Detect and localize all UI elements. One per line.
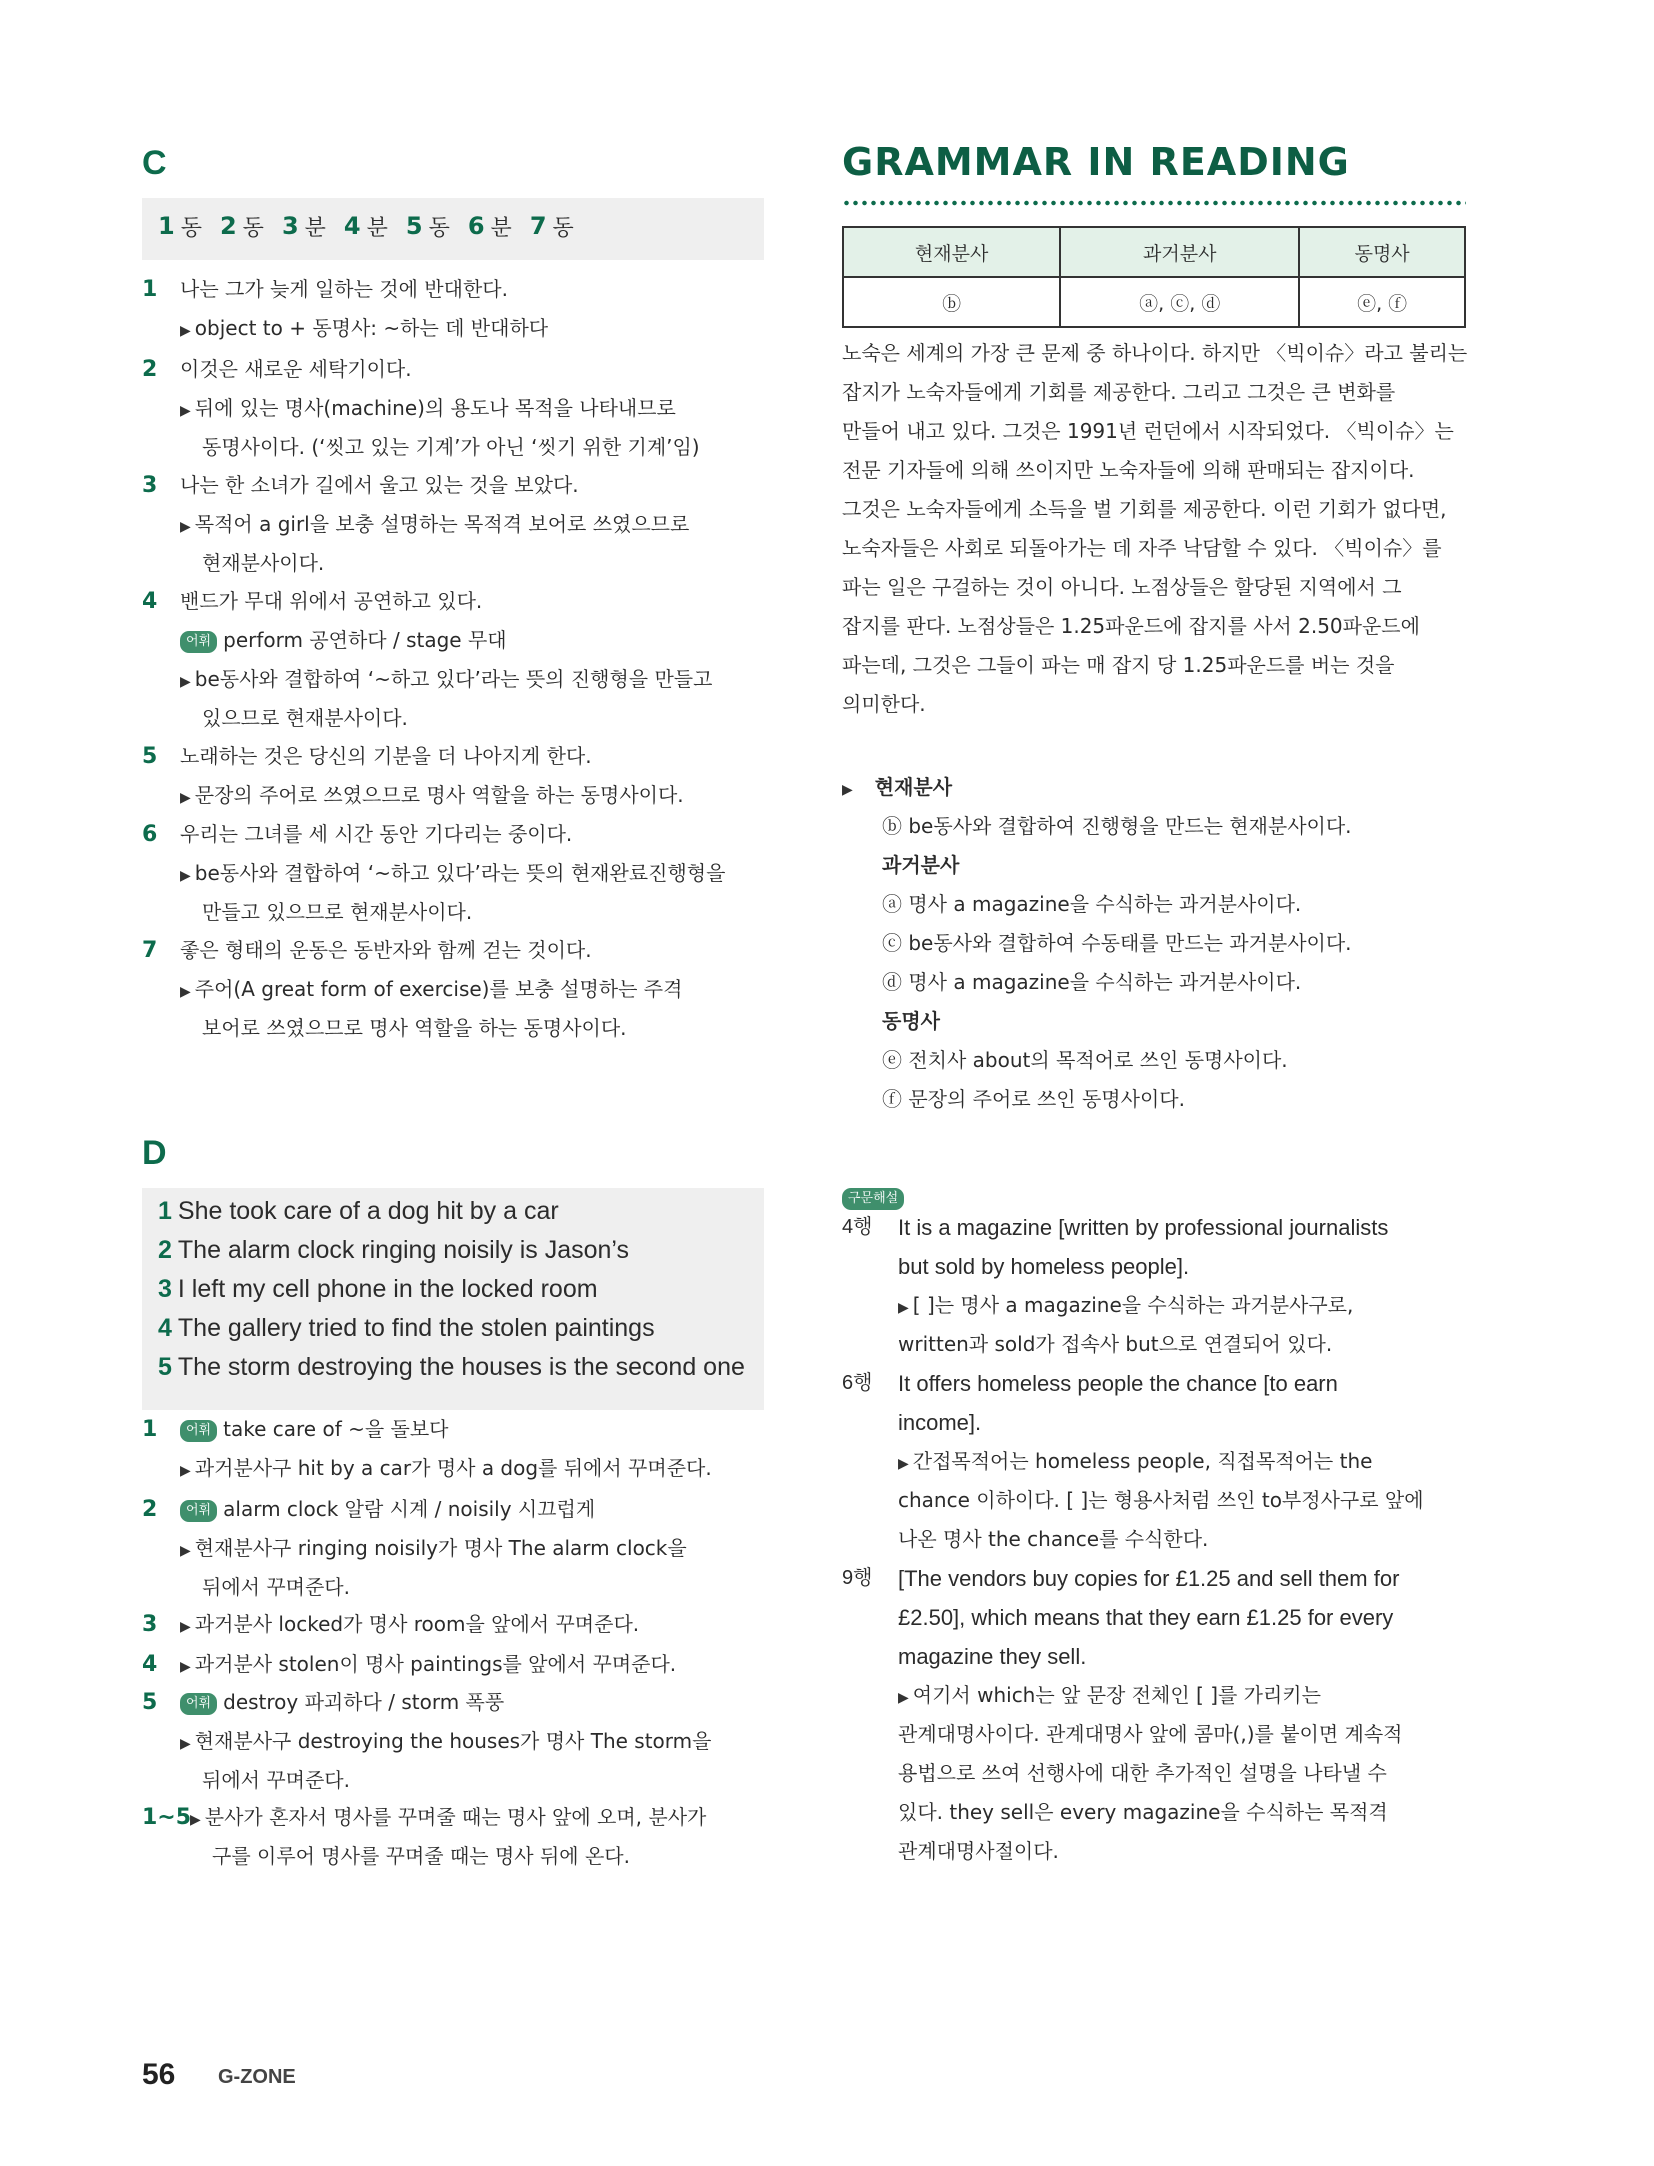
item-line: ▶ 주어(A great form of exercise)를 보충 설명하는 주격 [180,977,683,1001]
item-line: 만들고 있으므로 현재분사이다. [202,900,473,924]
item-number: 2 [142,1497,158,1522]
answer-number: 1 [158,1197,172,1225]
key-number: 5 [405,212,423,240]
table-cell: ⓔ, ⓕ [1299,277,1465,327]
item-line: 있으므로 현재분사이다. [202,706,408,730]
line-ref: 6행 [842,1372,873,1394]
item-line: ▶ be동사와 결합하여 ‘~하고 있다’라는 뜻의 진행형을 만들고 [180,667,713,691]
item-line: ▶ 과거분사 locked가 명사 room을 앞에서 꾸며준다. [180,1612,640,1636]
syntax-note: ▶ [ ]는 명사 a magazine을 수식하는 과거분사구로, [898,1293,1354,1317]
translation-line: 잡지가 노숙자들에게 기회를 제공한다. 그리고 그것은 큰 변화를 [842,380,1396,404]
translation-line: 의미한다. [842,692,926,716]
item-line: ▶ 문장의 주어로 쓰였으므로 명사 역할을 하는 동명사이다. [180,783,684,807]
triangle-icon: ▶ [180,1659,191,1675]
line-ref: 9행 [842,1567,873,1589]
item-line: 어휘 destroy 파괴하다 / storm 폭풍 [180,1683,780,1722]
answer-key-box [142,198,764,260]
key-answer: 동 [180,215,202,241]
triangle-icon: ▶ [898,1690,909,1706]
translation-line: 전문 기자들에 의해 쓰이지만 노숙자들에 의해 판매되는 잡지이다. [842,458,1415,482]
translation-line: 만들어 내고 있다. 그것은 1991년 런던에서 시작되었다. 〈빅이슈〉는 [842,419,1454,443]
item-number: 7 [142,938,158,963]
note-label: ▶ 현재분사 [842,775,953,799]
vocab-tag: 어휘 [180,1693,217,1715]
answer-number: 4 [158,1314,172,1342]
translation-line: 노숙자들은 사회로 되돌아가는 데 자주 낙담할 수 있다. 〈빅이슈〉를 [842,536,1442,560]
item-line: 어휘 perform 공연하다 / stage 무대 [180,621,780,660]
vocab-tag: 어휘 [180,1500,217,1522]
note-label: 동명사 [882,1009,940,1033]
translation-line: 노숙은 세계의 가장 큰 문제 중 하나이다. 하지만 〈빅이슈〉라고 불리는 [842,341,1468,365]
key-answer: 분 [490,215,512,241]
key-number: 3 [281,212,299,240]
syntax-sentence: magazine they sell. [898,1644,1087,1669]
translation-line: 그것은 노숙자들에게 소득을 벌 기회를 제공한다. 이런 기회가 없다면, [842,497,1447,521]
grammar-notes [842,768,1472,1119]
item-body [180,1490,780,1607]
syntax-note: 관계대명사이다. 관계대명사 앞에 콤마(,)를 붙이면 계속적 [898,1722,1403,1746]
syntax-sentence: income]. [898,1410,982,1435]
syntax-note: 관계대명사절이다. [898,1839,1059,1863]
note-label: 과거분사 [882,853,960,877]
item-number: 1 [142,277,158,302]
key-number: 7 [529,212,547,240]
item-line: 나는 그가 늦게 일하는 것에 반대한다. [180,277,508,301]
answer-number: 2 [158,1236,172,1264]
item-number: 3 [142,1612,158,1637]
item-line: 뒤에서 꾸며준다. [202,1768,350,1792]
item-body [180,931,780,1048]
syntax-note: 나온 명사 the chance를 수식한다. [898,1527,1209,1551]
answer-sentence [142,1192,764,1231]
key-number: 1 [158,212,175,240]
line-ref: 4행 [842,1216,873,1238]
item-body [180,1605,780,1644]
item-body [180,1410,780,1488]
note-line: ⓔ 전치사 about의 목적어로 쓰인 동명사이다. [882,1048,1288,1072]
item-line: 노래하는 것은 당신의 기분을 더 나아지게 한다. [180,744,592,768]
item-body [180,350,780,467]
table-cell: ⓑ [843,277,1060,327]
answer-text: The storm destroying the houses is the second one [177,1353,745,1381]
item-line: 좋은 형태의 운동은 동반자와 함께 걷는 것이다. [180,938,592,962]
key-number: 4 [343,212,361,240]
syntax-tag-row [842,1178,1472,1208]
syntax-note: chance 이하이다. [ ]는 형용사처럼 쓰인 to부정사구로 앞에 [898,1488,1424,1512]
item-line: ▶ 목적어 a girl을 보충 설명하는 목적격 보어로 쓰였으므로 [180,512,690,536]
table-header: 현재분사 [843,227,1060,277]
item-body [190,1798,790,1876]
item-number: 3 [142,473,158,498]
item-line: ▶ be동사와 결합하여 ‘~하고 있다’라는 뜻의 현재완료진행형을 [180,861,726,885]
item-number: 1 [142,1417,158,1442]
item-line: 우리는 그녀를 세 시간 동안 기다리는 중이다. [180,822,573,846]
item-line: ▶ 과거분사 stolen이 명사 paintings를 앞에서 꾸며준다. [180,1652,677,1676]
note-line: ⓑ be동사와 결합하여 진행형을 만드는 현재분사이다. [882,814,1352,838]
triangle-icon: ▶ [180,674,191,690]
syntax-note: written과 sold가 접속사 but으로 연결되어 있다. [898,1332,1333,1356]
table-header: 동명사 [1299,227,1465,277]
triangle-icon: ▶ [180,868,191,884]
item-body [180,270,780,348]
note-line: ⓐ 명사 a magazine을 수식하는 과거분사이다. [882,892,1302,916]
translation-line: 파는데, 그것은 그들이 파는 매 잡지 당 1.25파운드를 버는 것을 [842,653,1395,677]
item-number: 4 [142,589,158,614]
answer-sentence-box [142,1188,764,1410]
note-line: ⓓ 명사 a magazine을 수식하는 과거분사이다. [882,970,1302,994]
note-line: ⓕ 문장의 주어로 쓰인 동명사이다. [882,1087,1185,1111]
answer-number: 3 [158,1275,172,1303]
vocab-tag: 어휘 [180,631,217,653]
answer-sentence [142,1309,764,1348]
item-body [180,1645,780,1684]
translation-paragraph [842,334,1472,724]
triangle-icon: ▶ [180,403,191,419]
syntax-note: 용법으로 쓰여 선행사에 대한 추가적인 설명을 나타낼 수 [898,1761,1387,1785]
item-line: 뒤에서 꾸며준다. [202,1575,350,1599]
syntax-sentence: but sold by homeless people]. [898,1254,1190,1279]
key-answer: 동 [552,215,574,241]
item-line: 이것은 새로운 세탁기이다. [180,357,412,381]
item-body [180,737,780,815]
item-line: 보어로 쓰였으므로 명사 역할을 하는 동명사이다. [202,1016,627,1040]
item-line: ▶ 현재분사구 ringing noisily가 명사 The alarm clock을 [180,1536,687,1560]
syntax-note: ▶ 여기서 which는 앞 문장 전체인 [ ]를 가리키는 [898,1683,1321,1707]
syntax-notes [842,1178,1472,1871]
key-answer: 분 [366,215,388,241]
triangle-icon: ▶ [180,323,191,339]
item-body [180,582,780,738]
item-number: 5 [142,744,158,769]
key-number: 6 [467,212,485,240]
triangle-icon: ▶ [180,1736,191,1752]
syntax-sentence: 9행 [The vendors buy copies for £1.25 and sell them for [842,1559,1472,1598]
item-line: 현재분사이다. [202,551,325,575]
triangle-icon: ▶ [898,1300,909,1316]
answer-number: 5 [158,1353,172,1381]
table-cell: ⓐ, ⓒ, ⓓ [1060,277,1299,327]
syntax-sentence: £2.50], which means that they earn £1.25 for every [898,1605,1394,1630]
triangle-icon: ▶ [180,519,191,535]
item-line: 동명사이다. (‘씻고 있는 기계’가 아닌 ‘씻기 위한 기계’임) [202,435,700,459]
section-c-header: C [142,144,167,182]
answer-text: She took care of a dog hit by a car [177,1197,559,1225]
item-line: ▶ 분사가 혼자서 명사를 꾸며줄 때는 명사 앞에 오며, 분사가 [190,1805,707,1829]
item-line: ▶ 현재분사구 destroying the houses가 명사 The storm을 [180,1729,712,1753]
page-number: 56 [142,2058,176,2091]
item-line: 구를 이루어 명사를 꾸며줄 때는 명사 뒤에 온다. [212,1844,630,1868]
key-answer: 동 [428,215,450,241]
item-body [180,466,780,583]
triangle-icon: ▶ [180,984,191,1000]
section-d-header: D [142,1134,167,1172]
item-body [180,815,780,932]
item-number: 5 [142,1690,158,1715]
translation-line: 파는 일은 구걸하는 것이 아니다. 노점상들은 할당된 지역에서 그 [842,575,1402,599]
item-number: 2 [142,357,158,382]
item-line: 어휘 alarm clock 알람 시계 / noisily 시끄럽게 [180,1490,780,1529]
triangle-icon: ▶ [180,1619,191,1635]
vocab-tag: 어휘 [180,1420,217,1442]
triangle-icon: ▶ [898,1456,909,1472]
syntax-note: ▶ 간접목적어는 homeless people, 직접목적어는 the [898,1449,1373,1473]
item-number: 1~5 [142,1805,192,1830]
book-name: G-ZONE [218,2066,296,2088]
syntax-tag: 구문해설 [842,1188,904,1210]
item-line: 밴드가 무대 위에서 공연하고 있다. [180,589,483,613]
triangle-icon: ▶ [180,1463,191,1479]
key-answer: 동 [242,215,264,241]
key-answer: 분 [304,215,326,241]
item-line: ▶ 과거분사구 hit by a car가 명사 a dog를 뒤에서 꾸며준다. [180,1456,712,1480]
triangle-icon: ▶ [190,1812,201,1828]
syntax-sentence: 6행 It offers homeless people the chance [to earn [842,1364,1472,1403]
answer-key [142,198,764,254]
item-number: 4 [142,1652,158,1677]
grammar-table [842,226,1466,328]
item-line: 나는 한 소녀가 길에서 울고 있는 것을 보았다. [180,473,579,497]
triangle-icon: ▶ [180,790,191,806]
triangle-icon: ▶ [180,1543,191,1559]
answer-sentence [142,1270,764,1309]
syntax-note: 있다. they sell은 every magazine을 수식하는 목적격 [898,1800,1388,1824]
key-number: 2 [219,212,237,240]
note-line: ⓒ be동사와 결합하여 수동태를 만드는 과거분사이다. [882,931,1352,955]
grammar-title: GRAMMAR IN READING [842,140,1350,184]
syntax-sentence: 4행 It is a magazine [written by professional journalists [842,1208,1472,1247]
item-number: 6 [142,822,158,847]
item-body [180,1683,780,1800]
item-line: ▶ 뒤에 있는 명사(machine)의 용도나 목적을 나타내므로 [180,396,676,420]
table-header: 과거분사 [1060,227,1299,277]
translation-line: 잡지를 판다. 노점상들은 1.25파운드에 잡지를 사서 2.50파운드에 [842,614,1420,638]
dotted-divider [842,200,1466,206]
answer-text: The gallery tried to find the stolen paintings [177,1314,655,1342]
answer-sentence [142,1231,764,1270]
triangle-icon: ▶ [842,782,853,798]
item-line: ▶ object to + 동명사: ~하는 데 반대하다 [180,316,549,340]
answer-text: I left my cell phone in the locked room [177,1275,598,1303]
answer-text: The alarm clock ringing noisily is Jason’s [177,1236,630,1264]
item-line: 어휘 take care of ~을 돌보다 [180,1410,780,1449]
answer-sentence [142,1348,764,1387]
